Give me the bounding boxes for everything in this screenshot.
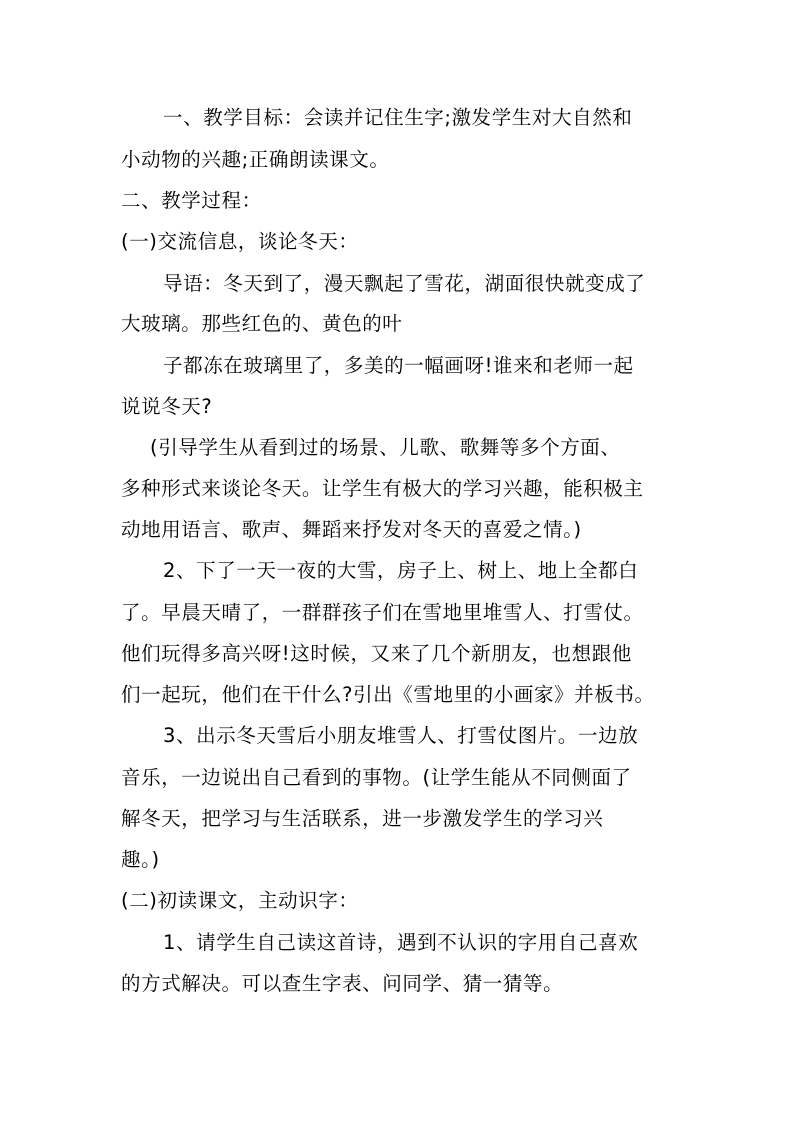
step-2-line-1: 2、下了一天一夜的大雪，房子上、树上、地上全都白 xyxy=(163,559,639,582)
guidance-line-3: 动地用语言、歌声、舞蹈来抒发对冬天的喜爱之情。) xyxy=(121,518,582,541)
step-2-line-3: 他们玩得多高兴呀!这时候，又来了几个新朋友，也想跟他 xyxy=(121,642,632,665)
step-3-line-4: 趣。) xyxy=(121,848,160,871)
objective-line-2: 小动物的兴趣;正确朗读课文。 xyxy=(121,148,390,171)
step-3-line-2: 音乐，一边说出自己看到的事物。(让学生能从不同侧面了 xyxy=(121,766,632,789)
objective-line-1: 一、教学目标：会读并记住生字;激发学生对大自然和 xyxy=(163,106,633,129)
intro-line-2: 大玻璃。那些红色的、黄色的叶 xyxy=(121,312,403,335)
intro-line-3: 子都冻在玻璃里了，多美的一幅画呀!谁来和老师一起 xyxy=(163,354,634,377)
step-2-line-4: 们一起玩，他们在干什么?引出《雪地里的小画家》并板书。 xyxy=(121,683,655,706)
reading-step-line-1: 1、请学生自己读这首诗，遇到不认识的字用自己喜欢 xyxy=(163,931,639,954)
section-one-heading: (一)交流信息，谈论冬天： xyxy=(121,230,359,253)
guidance-line-2: 多种形式来谈论冬天。让学生有极大的学习兴趣，能积极主 xyxy=(121,477,644,500)
step-3-line-1: 3、出示冬天雪后小朋友堆雪人、打雪仗图片。一边放 xyxy=(163,724,639,747)
intro-line-4: 说说冬天? xyxy=(121,395,213,418)
section-two-heading: (二)初读课文，主动识字： xyxy=(121,889,359,912)
intro-line-1: 导语：冬天到了，漫天飘起了雪花，湖面很快就变成了 xyxy=(163,272,646,295)
reading-step-line-2: 的方式解决。可以查生字表、问同学、猜一猜等。 xyxy=(121,972,564,995)
process-heading: 二、教学过程： xyxy=(121,189,262,212)
guidance-line-1: (引导学生从看到过的场景、儿歌、歌舞等多个方面、 xyxy=(150,436,621,459)
step-2-line-2: 了。早晨天晴了，一群群孩子们在雪地里堆雪人、打雪仗。 xyxy=(121,601,644,624)
step-3-line-3: 解冬天，把学习与生活联系，进一步激发学生的学习兴 xyxy=(121,807,604,830)
